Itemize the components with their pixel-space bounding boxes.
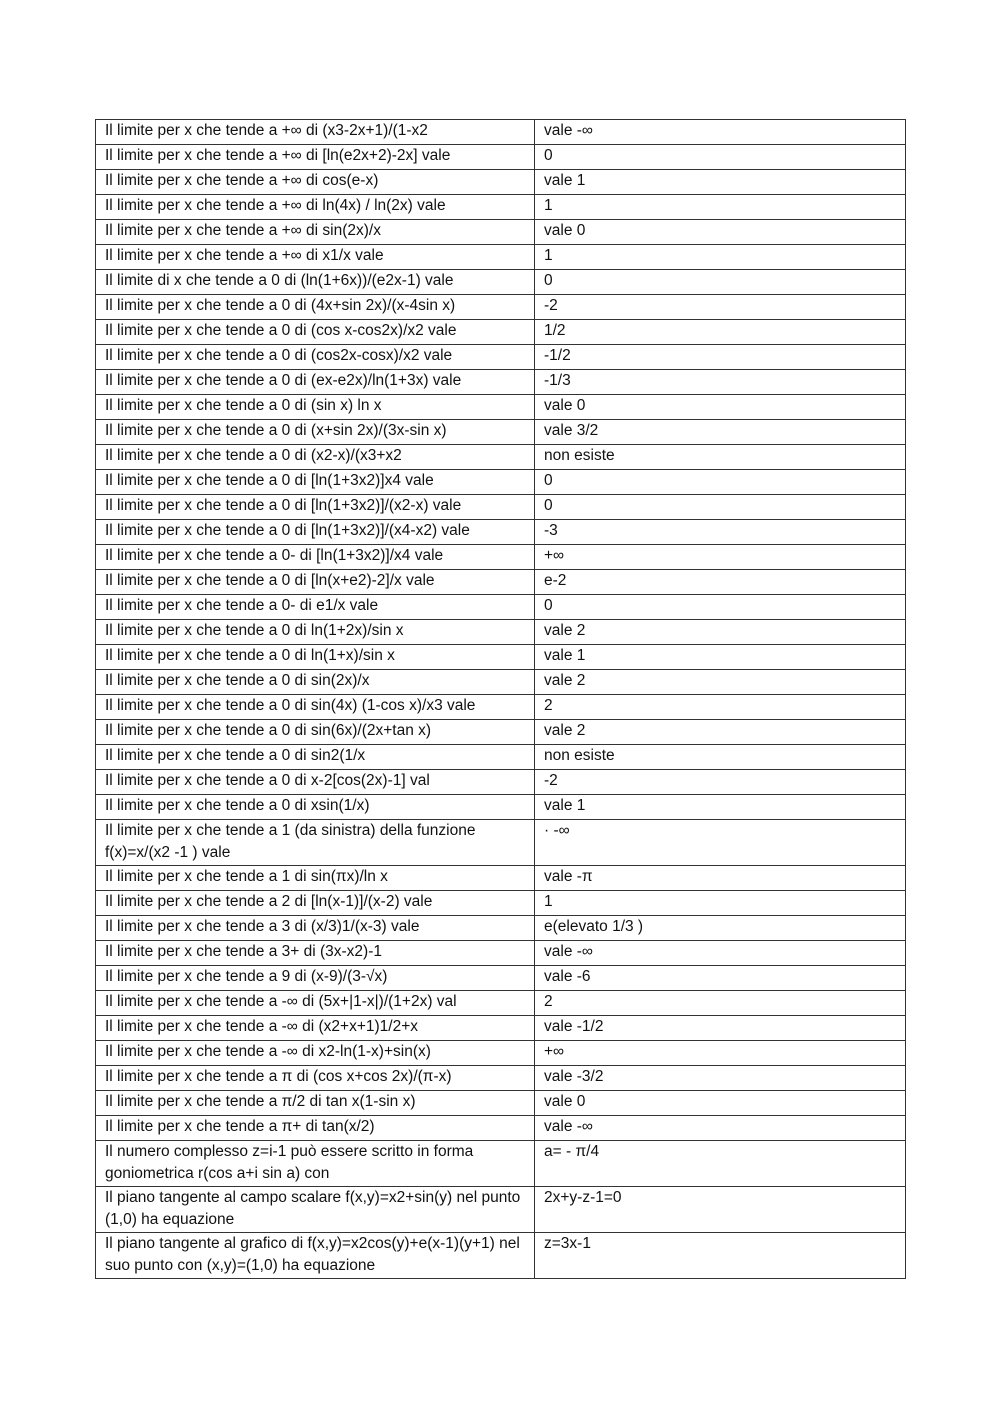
question-cell: Il limite per x che tende a 0 di sin(2x)/x <box>96 670 535 695</box>
question-cell: Il limite per x che tende a 0 di (x2-x)/(x3+x2 <box>96 445 535 470</box>
question-cell: Il limite di x che tende a 0 di (ln(1+6x))/(e2x-1) vale <box>96 270 535 295</box>
answer-cell: 0 <box>535 495 906 520</box>
table-row <box>96 595 906 620</box>
answer-cell: · -∞ <box>535 820 906 866</box>
table-row <box>96 1091 906 1116</box>
question-cell: Il limite per x che tende a -∞ di x2-ln(1-x)+sin(x) <box>96 1041 535 1066</box>
question-cell: Il limite per x che tende a π+ di tan(x/2) <box>96 1116 535 1141</box>
answer-cell: vale 1 <box>535 645 906 670</box>
table-row <box>96 320 906 345</box>
question-cell: Il limite per x che tende a 0 di (x+sin 2x)/(3x-sin x) <box>96 420 535 445</box>
question-cell: Il limite per x che tende a 0 di x-2[cos(2x)-1] val <box>96 770 535 795</box>
answer-cell: vale -6 <box>535 966 906 991</box>
answer-cell: vale -3/2 <box>535 1066 906 1091</box>
answer-cell: e(elevato 1/3 ) <box>535 916 906 941</box>
answer-cell: -1/2 <box>535 345 906 370</box>
table-row <box>96 916 906 941</box>
answer-cell: vale -∞ <box>535 941 906 966</box>
answer-cell: 0 <box>535 270 906 295</box>
table-row <box>96 145 906 170</box>
question-cell: Il limite per x che tende a 0 di (cos2x-cosx)/x2 vale <box>96 345 535 370</box>
answer-cell: non esiste <box>535 445 906 470</box>
answer-cell: vale 0 <box>535 220 906 245</box>
question-cell: Il limite per x che tende a +∞ di [ln(e2x+2)-2x] vale <box>96 145 535 170</box>
question-cell: Il limite per x che tende a +∞ di sin(2x)/x <box>96 220 535 245</box>
table-row <box>96 866 906 891</box>
question-cell: Il limite per x che tende a 0 di (sin x) ln x <box>96 395 535 420</box>
answer-cell: vale -∞ <box>535 1116 906 1141</box>
table-row <box>96 395 906 420</box>
answer-cell: 0 <box>535 470 906 495</box>
question-cell: Il limite per x che tende a 0 di xsin(1/x) <box>96 795 535 820</box>
table-row <box>96 245 906 270</box>
table-row <box>96 820 906 866</box>
answer-cell: 1 <box>535 245 906 270</box>
table-row <box>96 891 906 916</box>
table-row <box>96 620 906 645</box>
question-cell: Il limite per x che tende a 1 di sin(πx)/ln x <box>96 866 535 891</box>
answer-cell: -2 <box>535 295 906 320</box>
question-cell: Il limite per x che tende a +∞ di cos(e-x) <box>96 170 535 195</box>
question-cell: Il limite per x che tende a 0 di ln(1+x)/sin x <box>96 645 535 670</box>
table-row <box>96 720 906 745</box>
table-row <box>96 495 906 520</box>
answer-cell: 2x+y-z-1=0 <box>535 1187 906 1233</box>
answer-cell: 1 <box>535 195 906 220</box>
question-cell: Il numero complesso z=i-1 può essere scritto in forma goniometrica r(cos a+i sin a) con <box>96 1141 535 1187</box>
answer-cell: a= - π/4 <box>535 1141 906 1187</box>
answer-cell: +∞ <box>535 545 906 570</box>
question-cell: Il limite per x che tende a 1 (da sinistra) della funzione f(x)=x/(x2 -1 ) vale <box>96 820 535 866</box>
table-row <box>96 1066 906 1091</box>
table-row <box>96 1116 906 1141</box>
answer-cell: 1 <box>535 891 906 916</box>
answer-cell: 0 <box>535 145 906 170</box>
answer-cell: 0 <box>535 595 906 620</box>
table-row <box>96 270 906 295</box>
table-row <box>96 220 906 245</box>
table-row <box>96 695 906 720</box>
answer-cell: z=3x-1 <box>535 1233 906 1279</box>
table-row <box>96 570 906 595</box>
table-row <box>96 470 906 495</box>
table-row <box>96 345 906 370</box>
table-row <box>96 370 906 395</box>
question-cell: Il piano tangente al grafico di f(x,y)=x2cos(y)+e(x-1)(y+1) nel suo punto con (x,y)=(1,0) ha equazione <box>96 1233 535 1279</box>
answer-cell: vale 3/2 <box>535 420 906 445</box>
table-row <box>96 1233 906 1279</box>
question-cell: Il limite per x che tende a 9 di (x-9)/(3-√x) <box>96 966 535 991</box>
question-cell: Il piano tangente al campo scalare f(x,y)=x2+sin(y) nel punto (1,0) ha equazione <box>96 1187 535 1233</box>
question-cell: Il limite per x che tende a 0 di sin(4x) (1-cos x)/x3 vale <box>96 695 535 720</box>
table-row <box>96 545 906 570</box>
table-row <box>96 991 906 1016</box>
answer-cell: -2 <box>535 770 906 795</box>
question-cell: Il limite per x che tende a 0 di sin(6x)/(2x+tan x) <box>96 720 535 745</box>
question-cell: Il limite per x che tende a 3+ di (3x-x2)-1 <box>96 941 535 966</box>
question-cell: Il limite per x che tende a 0 di [ln(1+3x2)]/(x4-x2) vale <box>96 520 535 545</box>
answer-cell: vale -π <box>535 866 906 891</box>
question-cell: Il limite per x che tende a 0 di ln(1+2x)/sin x <box>96 620 535 645</box>
table-body <box>96 120 906 1279</box>
question-cell: Il limite per x che tende a 0 di [ln(1+3x2)]x4 vale <box>96 470 535 495</box>
question-cell: Il limite per x che tende a 0 di sin2(1/x <box>96 745 535 770</box>
table-row <box>96 745 906 770</box>
answer-cell: vale 1 <box>535 170 906 195</box>
question-cell: Il limite per x che tende a +∞ di (x3-2x+1)/(1-x2 <box>96 120 535 145</box>
table-row <box>96 420 906 445</box>
question-cell: Il limite per x che tende a 2 di [ln(x-1)]/(x-2) vale <box>96 891 535 916</box>
question-cell: Il limite per x che tende a 0 di [ln(x+e2)-2]/x vale <box>96 570 535 595</box>
question-cell: Il limite per x che tende a π/2 di tan x(1-sin x) <box>96 1091 535 1116</box>
question-cell: Il limite per x che tende a 0 di (4x+sin 2x)/(x-4sin x) <box>96 295 535 320</box>
table-row <box>96 295 906 320</box>
answer-cell: 1/2 <box>535 320 906 345</box>
answer-cell: non esiste <box>535 745 906 770</box>
answer-cell: e-2 <box>535 570 906 595</box>
question-cell: Il limite per x che tende a +∞ di x1/x vale <box>96 245 535 270</box>
answer-cell: vale -∞ <box>535 120 906 145</box>
answer-cell: -3 <box>535 520 906 545</box>
table-row <box>96 966 906 991</box>
question-cell: Il limite per x che tende a π di (cos x+cos 2x)/(π-x) <box>96 1066 535 1091</box>
answer-cell: vale 2 <box>535 670 906 695</box>
table-row <box>96 520 906 545</box>
answer-cell: vale -1/2 <box>535 1016 906 1041</box>
table-row <box>96 795 906 820</box>
question-cell: Il limite per x che tende a -∞ di (x2+x+1)1/2+x <box>96 1016 535 1041</box>
answer-cell: 2 <box>535 695 906 720</box>
answer-cell: vale 2 <box>535 620 906 645</box>
table-row <box>96 445 906 470</box>
table-row <box>96 645 906 670</box>
table-row <box>96 670 906 695</box>
table-row <box>96 941 906 966</box>
table-row <box>96 1187 906 1233</box>
question-cell: Il limite per x che tende a 0 di (cos x-cos2x)/x2 vale <box>96 320 535 345</box>
answer-cell: 2 <box>535 991 906 1016</box>
table-row <box>96 120 906 145</box>
table-row <box>96 1016 906 1041</box>
answer-cell: +∞ <box>535 1041 906 1066</box>
question-cell: Il limite per x che tende a 0- di [ln(1+3x2)]/x4 vale <box>96 545 535 570</box>
table-row <box>96 170 906 195</box>
table-row <box>96 195 906 220</box>
table-row <box>96 1041 906 1066</box>
question-cell: Il limite per x che tende a 0- di e1/x vale <box>96 595 535 620</box>
question-cell: Il limite per x che tende a +∞ di ln(4x) / ln(2x) vale <box>96 195 535 220</box>
question-cell: Il limite per x che tende a 3 di (x/3)1/(x-3) vale <box>96 916 535 941</box>
question-cell: Il limite per x che tende a 0 di [ln(1+3x2)]/(x2-x) vale <box>96 495 535 520</box>
answer-cell: vale 0 <box>535 395 906 420</box>
answer-cell: vale 1 <box>535 795 906 820</box>
table-row <box>96 1141 906 1187</box>
limits-table <box>95 119 906 1279</box>
table-row <box>96 770 906 795</box>
answer-cell: -1/3 <box>535 370 906 395</box>
question-cell: Il limite per x che tende a 0 di (ex-e2x)/ln(1+3x) vale <box>96 370 535 395</box>
answer-cell: vale 2 <box>535 720 906 745</box>
answer-cell: vale 0 <box>535 1091 906 1116</box>
question-cell: Il limite per x che tende a -∞ di (5x+|1-x|)/(1+2x) val <box>96 991 535 1016</box>
